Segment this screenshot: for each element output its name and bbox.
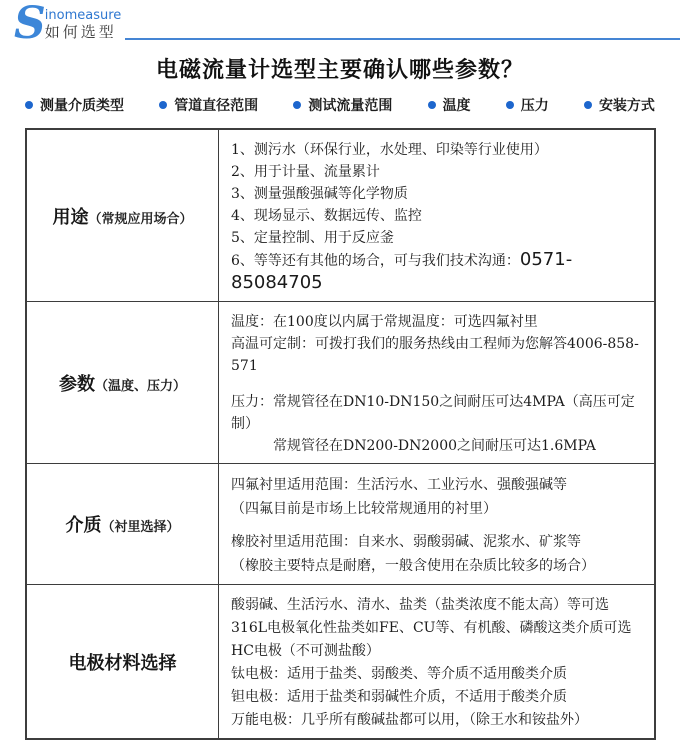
cell-line: （橡胶主要特点是耐磨，一般含使用在杂质比较多的场合）	[231, 558, 595, 574]
table-row-usage	[27, 130, 654, 301]
cell-line: 钽电极：适用于盐类和弱碱性介质，不适用于酸类介质	[231, 689, 567, 705]
header-divider-line	[125, 38, 680, 40]
cell-line-text: 6、等等还有其他的场合，可与我们技术沟通：	[231, 253, 520, 269]
logo-subtitle: 如何选型	[44, 23, 117, 41]
bullet-item-temperature	[428, 95, 471, 115]
table-row-parameters	[27, 301, 654, 463]
bullet-item-flow-range	[293, 95, 392, 115]
logo-name: inomeasure	[44, 8, 122, 23]
row-label-note: （常规应用场合）	[88, 211, 193, 227]
phone-number: 0571-85084705	[231, 249, 573, 293]
cell-line: 四氟衬里适用范围：生活污水、工业污水、强酸强碱等	[231, 477, 567, 493]
cell-line: 常规管径在DN200-DN2000之间耐压可达1.6MPA	[273, 438, 596, 454]
cell-line: HC电极（不可测盐酸）	[231, 643, 380, 659]
cell-line: 钛电极：适用于盐类、弱酸类、等介质不适用酸类介质	[231, 666, 567, 682]
selection-table	[25, 128, 656, 740]
row-label: 电极材料选择	[68, 652, 177, 674]
cell-line-with-phone	[231, 249, 646, 295]
row-content-cell	[219, 464, 654, 584]
bullet-item-pressure	[506, 95, 549, 115]
bullet-label: 测试流量范围	[308, 98, 393, 114]
row-label-cell	[27, 585, 219, 738]
row-content-cell	[219, 585, 654, 738]
sinomeasure-logo	[14, 0, 122, 49]
bullet-label: 温度	[442, 98, 471, 114]
parameter-bullet-row	[25, 95, 655, 115]
cell-line: 2、用于计量、流量累计	[231, 164, 380, 180]
bullet-label: 安装方式	[598, 98, 655, 114]
bullet-dot-icon	[428, 101, 436, 109]
row-label: 用途	[52, 206, 89, 228]
bullet-dot-icon	[584, 101, 592, 109]
row-label: 介质	[65, 515, 102, 536]
cell-line: （四氟目前是市场上比较常规通用的衬里）	[231, 501, 497, 517]
row-label-cell	[27, 464, 219, 584]
row-content-cell	[219, 302, 654, 463]
row-label-note: （温度、压力）	[94, 378, 186, 394]
logo-s-icon: S	[14, 0, 46, 49]
row-label-cell	[27, 130, 219, 301]
table-row-medium	[27, 463, 654, 584]
cell-line: 316L电极氧化性盐类如FE、CU等、有机酸、磷酸这类介质可选	[231, 620, 632, 636]
row-label-cell	[27, 302, 219, 463]
table-row-electrode	[27, 584, 654, 738]
bullet-label: 管道直径范围	[174, 98, 259, 114]
cell-line: 3、测量强酸强碱等化学物质	[231, 186, 408, 202]
cell-line: 橡胶衬里适用范围：自来水、弱酸弱碱、泥浆水、矿浆等	[231, 534, 581, 550]
bullet-dot-icon	[159, 101, 167, 109]
bullet-item-pipe-diameter	[159, 95, 258, 115]
row-label-note: （衬里选择）	[101, 520, 180, 535]
cell-line: 1、测污水（环保行业，水处理、印染等行业使用）	[231, 142, 548, 158]
cell-line: 高温可定制：可拨打我们的服务热线由工程师为您解答4006-858-571	[231, 336, 639, 374]
row-content-cell	[219, 130, 654, 301]
cell-line: 温度：在100度以内属于常规温度：可选四氟衬里	[231, 314, 538, 330]
cell-line: 5、定量控制、用于反应釜	[231, 230, 394, 246]
bullet-label: 压力	[520, 98, 549, 114]
bullet-dot-icon	[506, 101, 514, 109]
cell-line: 压力：常规管径在DN10-DN150之间耐压可达4MPA（高压可定制）	[231, 394, 635, 432]
bullet-label: 测量介质类型	[40, 98, 124, 114]
cell-line: 万能电极：几乎所有酸碱盐都可以用，（除王水和铵盐外）	[231, 712, 588, 728]
bullet-item-installation	[584, 95, 655, 115]
cell-line: 4、现场显示、数据远传、监控	[231, 208, 422, 224]
page-title: 电磁流量计选型主要确认哪些参数？	[155, 57, 524, 83]
header	[0, 0, 680, 49]
bullet-item-medium-type	[25, 95, 124, 115]
cell-line: 酸弱碱、生活污水、清水、盐类（盐类浓度不能太高）等可选	[231, 597, 609, 613]
row-label: 参数	[58, 373, 95, 395]
bullet-dot-icon	[25, 101, 33, 109]
bullet-dot-icon	[293, 101, 301, 109]
